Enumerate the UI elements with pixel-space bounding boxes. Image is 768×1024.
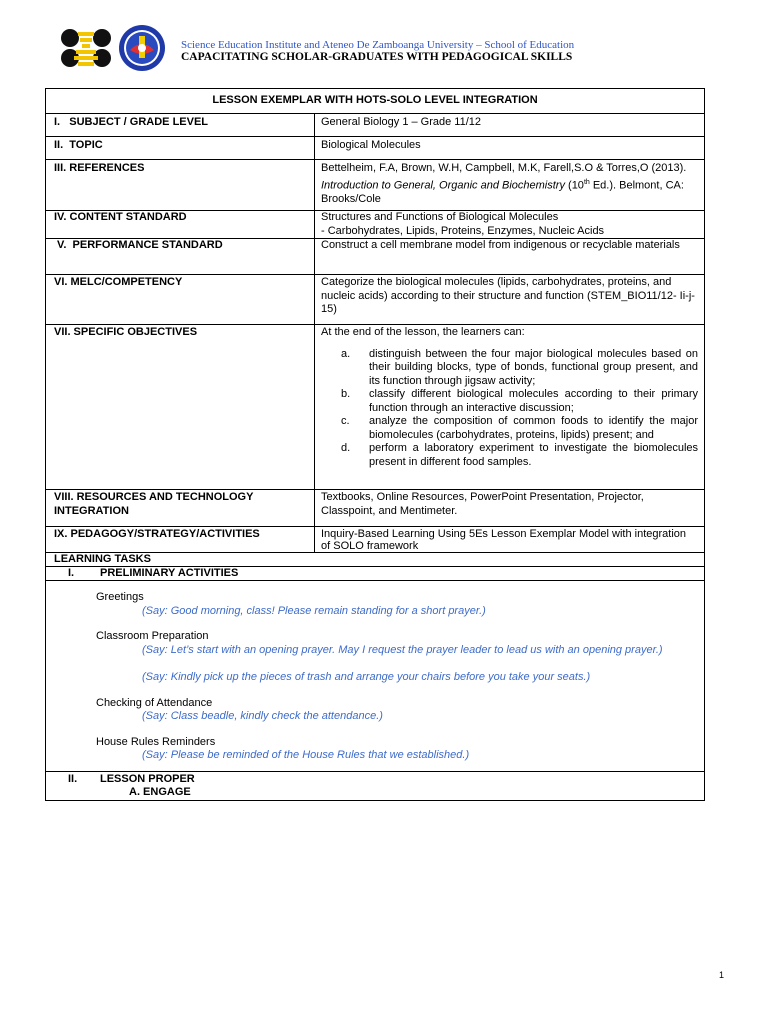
objective-letter: b.	[341, 388, 351, 400]
list-item	[321, 415, 698, 442]
house-rules-title: House Rules Reminders	[96, 735, 216, 748]
program-title: CAPACITATING SCHOLAR-GRADUATES WITH PEDAGOGICAL SKILLS	[181, 51, 573, 63]
topic-value: Biological Molecules	[315, 137, 705, 160]
greetings-title: Greetings	[96, 591, 144, 603]
classroom-preparation-say-2: (Say: Kindly pick up the pieces of trash and arrange your chairs before you take your seats.)	[142, 671, 591, 683]
objectives-value	[315, 325, 705, 490]
table-row	[46, 211, 705, 239]
lesson-proper-title: LESSON PROPER	[100, 772, 195, 785]
references-edition-suffix: th	[583, 178, 590, 186]
objective-text: analyze the composition of common foods to identify the major biomolecules (carbohydrates, proteins, lipids) present; and	[369, 415, 699, 441]
classroom-preparation-title: Classroom Preparation	[96, 630, 209, 642]
resources-label: VIII. RESOURCES AND TECHNOLOGY INTEGRATION	[46, 490, 315, 527]
engage-heading: A. ENGAGE	[129, 785, 191, 798]
house-rules-say: (Say: Please be reminded of the House Rules that we established.)	[142, 749, 470, 761]
objectives-list	[321, 348, 698, 470]
lesson-exemplar-table	[45, 88, 705, 801]
list-item	[321, 388, 698, 415]
resources-value: Textbooks, Online Resources, PowerPoint Presentation, Projector, Classpoint, and Mentimeter.	[315, 490, 705, 527]
topic-label: II. TOPIC	[46, 137, 315, 160]
references-edition: (10	[564, 179, 584, 192]
lesson-proper-section	[46, 771, 705, 800]
objectives-intro: At the end of the lesson, the learners can:	[321, 326, 525, 338]
preliminary-numeral: I.	[68, 567, 75, 579]
pedagogy-label: IX. PEDAGOGY/STRATEGY/ACTIVITIES	[46, 527, 315, 553]
page-number: 1	[719, 970, 725, 980]
institution-line: Science Education Institute and Ateneo De Zamboanga University – School of Education	[181, 39, 575, 51]
references-label: III. REFERENCES	[46, 160, 315, 211]
lesson-proper-numeral: II.	[68, 772, 78, 785]
pedagogy-value: Inquiry-Based Learning Using 5Es Lesson Exemplar Model with integration of SOLO framework	[315, 527, 705, 553]
objective-text: classify different biological molecules according to their primary function through an interactive discussion;	[369, 388, 699, 414]
document-header	[58, 24, 718, 70]
preliminary-activities-body	[46, 581, 705, 772]
objective-letter: c.	[341, 415, 350, 427]
attendance-title: Checking of Attendance	[96, 696, 213, 709]
references-book-title: Introduction to General, Organic and Biochemistry	[321, 179, 565, 192]
classroom-preparation-say-1: (Say: Let’s start with an opening prayer. May I request the prayer leader to lead us with an opening prayer.)	[142, 643, 663, 656]
references-publisher: Ed.). Belmont, CA: Brooks/Cole	[321, 179, 684, 205]
preliminary-activities-heading	[46, 567, 705, 581]
table-row	[46, 160, 705, 211]
references-value	[315, 160, 705, 211]
table-title: LESSON EXEMPLAR WITH HOTS-SOLO LEVEL INTEGRATION	[46, 89, 705, 114]
table-row	[46, 527, 705, 553]
objective-letter: a.	[341, 347, 351, 360]
table-row	[46, 239, 705, 275]
subject-label: I. SUBJECT / GRADE LEVEL	[46, 114, 315, 137]
dost-sei-logo	[60, 26, 112, 70]
subject-value: General Biology 1 – Grade 11/12	[315, 114, 705, 137]
learning-tasks-heading: LEARNING TASKS	[46, 553, 705, 567]
melc-value: Categorize the biological molecules (lipids, carbohydrates, proteins, and nucleic acids) according to their structure and function (STEM_BIO11/12- Ii-j-15)	[315, 275, 705, 325]
table-row	[46, 275, 705, 325]
list-item	[321, 442, 698, 469]
table-row	[46, 325, 705, 490]
table-row	[46, 114, 705, 137]
preliminary-title: PRELIMINARY ACTIVITIES	[100, 567, 239, 579]
performance-standard-label: V. PERFORMANCE STANDARD	[46, 239, 315, 275]
objective-text: distinguish between the four major biological molecules based on their building blocks, type of bonds, functional group present, and its function through jigsaw activity;	[369, 347, 699, 387]
content-standard-line1: Structures and Functions of Biological Molecules	[321, 211, 559, 223]
content-standard-line2: - Carbohydrates, Lipids, Proteins, Enzymes, Nucleic Acids	[321, 224, 605, 237]
content-standard-label: IV. CONTENT STANDARD	[46, 211, 315, 239]
objective-text: perform a laboratory experiment to investigate the biomolecules present in different food samples.	[369, 442, 699, 468]
table-row	[46, 137, 705, 160]
objectives-label: VII. SPECIFIC OBJECTIVES	[46, 325, 315, 490]
content-standard-value	[315, 211, 705, 239]
attendance-say: (Say: Class beadle, kindly check the attendance.)	[142, 710, 383, 722]
greetings-say: (Say: Good morning, class! Please remain standing for a short prayer.)	[142, 604, 486, 617]
references-authors: Bettelheim, F.A, Brown, W.H, Campbell, M.K, Farell,S.O & Torres,O (2013).	[321, 162, 687, 174]
melc-label: VI. MELC/COMPETENCY	[46, 275, 315, 325]
performance-standard-value: Construct a cell membrane model from indigenous or recyclable materials	[315, 239, 705, 275]
adzu-seal-logo	[118, 24, 166, 72]
objective-letter: d.	[341, 442, 351, 454]
list-item	[321, 348, 698, 389]
table-row	[46, 490, 705, 527]
